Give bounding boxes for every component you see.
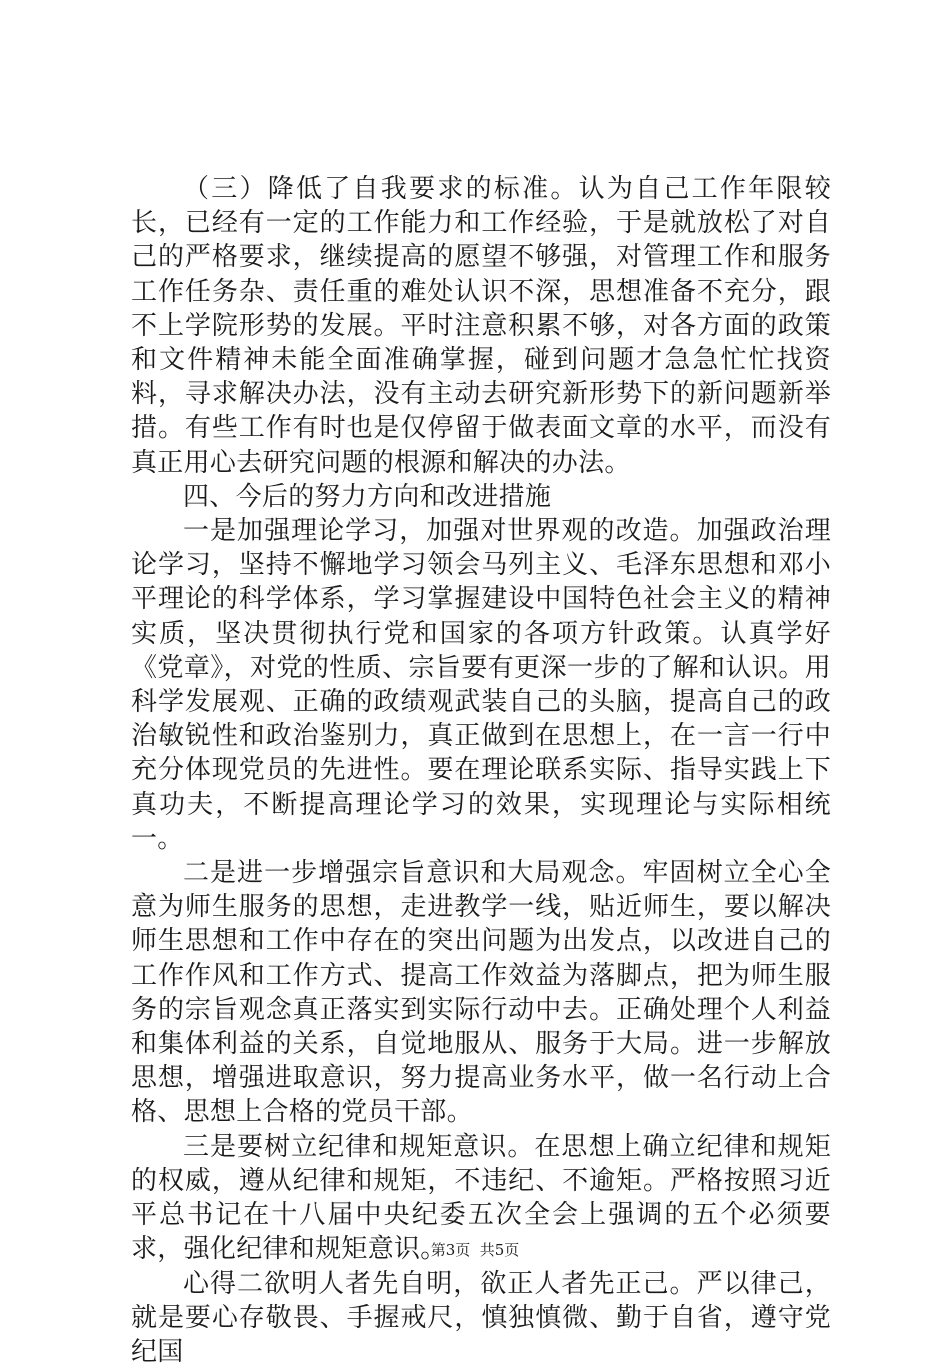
document-body: [131, 172, 831, 1369]
paragraph-reflection-two: 心得二欲明人者先自明，欲正人者先正己。严以律己，就是要心存敬畏、手握戒尺，慎独慎微、勤于自省，遵守党纪国: [131, 1267, 831, 1369]
paragraph-self-requirement: （三）降低了自我要求的标准。认为自己工作年限较长，已经有一定的工作能力和工作经验，于是就放松了对自己的严格要求，继续提高的愿望不够强，对管理工作和服务工作任务杂、责任重的难处认识不深，思想准备不充分，跟不上学院形势的发展。平时注意积累不够，对各方面的政策和文件精神未能全面准确掌握，碰到问题才急急忙忙找资料，寻求解决办法，没有主动去研究新形势下的新问题新举措。有些工作有时也是仅停留于做表面文章的水平，而没有真正用心去研究问题的根源和解决的办法。: [131, 172, 831, 480]
page-number-footer: 第3页 共5页: [0, 1239, 950, 1260]
section-heading-improvement-measures: 四、今后的努力方向和改进措施: [131, 480, 831, 514]
paragraph-discipline-awareness: 三是要树立纪律和规矩意识。在思想上确立纪律和规矩的权威，遵从纪律和规矩，不违纪、不逾矩。严格按照习近平总书记在十八届中央纪委五次全会上强调的五个必须要求，强化纪律和规矩意识。: [131, 1130, 831, 1267]
paragraph-purpose-awareness: 二是进一步增强宗旨意识和大局观念。牢固树立全心全意为师生服务的思想，走进教学一线，贴近师生，要以解决师生思想和工作中存在的突出问题为出发点，以改进自己的工作作风和工作方式、提高工作效益为落脚点，把为师生服务的宗旨观念真正落实到实际行动中去。正确处理个人利益和集体利益的关系，自觉地服从、服务于大局。进一步解放思想，增强进取意识，努力提高业务水平，做一名行动上合格、思想上合格的党员干部。: [131, 856, 831, 1130]
paragraph-theory-study: 一是加强理论学习，加强对世界观的改造。加强政治理论学习，坚持不懈地学习领会马列主义、毛泽东思想和邓小平理论的科学体系，学习掌握建设中国特色社会主义的精神实质，坚决贯彻执行党和国家的各项方针政策。认真学好《党章》，对党的性质、宗旨要有更深一步的了解和认识。用科学发展观、正确的政绩观武装自己的头脑，提高自己的政治敏锐性和政治鉴别力，真正做到在思想上，在一言一行中充分体现党员的先进性。要在理论联系实际、指导实践上下真功夫，不断提高理论学习的效果，实现理论与实际相统一。: [131, 514, 831, 856]
